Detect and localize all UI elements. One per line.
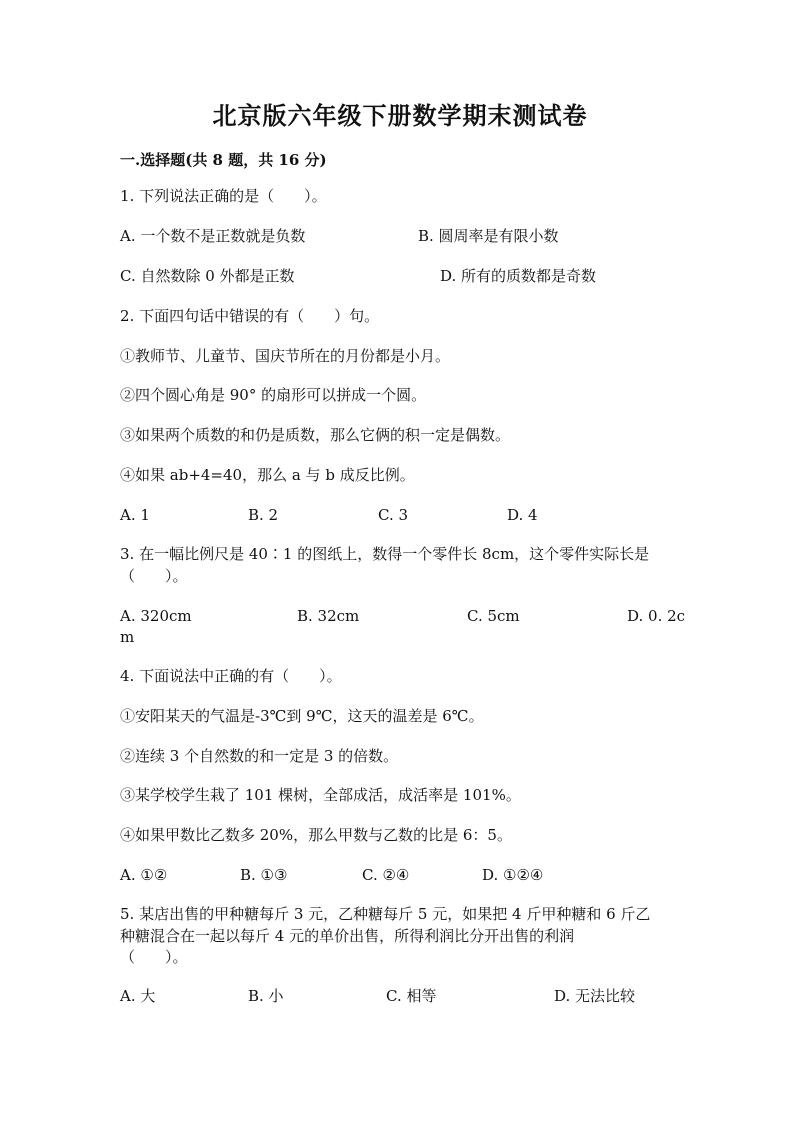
question-4-option-c: C. ②④ [362,866,410,884]
question-1-option-d: D. 所有的质数都是奇数 [440,267,597,285]
question-1-stem: 1. 下列说法正确的是（ ）。 [120,187,327,205]
question-4-option-a: A. ①② [120,866,168,884]
question-4-statement-2: ②连续 3 个自然数的和一定是 3 的倍数。 [120,747,399,765]
question-5-option-a: A. 大 [120,987,156,1005]
question-2-option-c: C. 3 [378,506,409,524]
question-5-stem-line-3: （ ）。 [120,948,188,966]
question-2-statement-3: ③如果两个质数的和仍是质数，那么它俩的积一定是偶数。 [120,426,511,444]
question-4-stem: 4. 下面说法中正确的有（ ）。 [120,667,342,685]
question-4-option-b: B. ①③ [240,866,288,884]
question-4-statement-4: ④如果甲数比乙数多 20%，那么甲数与乙数的比是 6：5。 [120,826,512,844]
question-2-statement-4: ④如果 ab+4=40，那么 a 与 b 成反比例。 [120,466,415,484]
question-5-stem-line-1: 5. 某店出售的甲种糖每斤 3 元，乙种糖每斤 5 元，如果把 4 斤甲种糖和 6 斤乙 [120,905,651,923]
question-2-stem: 2. 下面四句话中错误的有（ ）句。 [120,307,380,325]
question-3-option-b: B. 32cm [297,607,360,625]
question-3-option-d-wrap: m [120,628,135,646]
question-3-stem-line-2: （ ）。 [120,567,188,585]
question-5-option-c: C. 相等 [386,987,437,1005]
question-1-option-c: C. 自然数除 0 外都是正数 [120,267,295,285]
question-2-option-a: A. 1 [120,506,150,524]
question-2-option-b: B. 2 [248,506,279,524]
question-2-statement-1: ①教师节、儿童节、国庆节所在的月份都是小月。 [120,347,451,365]
question-1-option-b: B. 圆周率是有限小数 [418,227,559,245]
question-5-option-b: B. 小 [248,987,284,1005]
question-3-stem-line-1: 3. 在一幅比例尺是 40∶1 的图纸上，数得一个零件长 8cm，这个零件实际长是 [120,545,650,563]
question-4-statement-1: ①安阳某天的气温是-3℃到 9℃，这天的温差是 6℃。 [120,707,484,725]
page-title: 北京版六年级下册数学期末测试卷 [212,101,588,130]
question-3-option-a: A. 320cm [120,607,192,625]
question-5-option-d: D. 无法比较 [554,987,636,1005]
question-3-option-d: D. 0. 2c [627,607,686,625]
section-heading: 一.选择题(共 8 题，共 16 分) [120,151,327,169]
question-3-option-c: C. 5cm [467,607,520,625]
question-5-stem-line-2: 种糖混合在一起以每斤 4 元的单价出售，所得利润比分开出售的利润 [120,927,575,945]
question-4-option-d: D. ①②④ [482,866,544,884]
question-1-option-a: A. 一个数不是正数就是负数 [120,227,306,245]
question-4-statement-3: ③某学校学生栽了 101 棵树，全部成活，成活率是 101%。 [120,786,521,804]
question-2-statement-2: ②四个圆心角是 90° 的扇形可以拼成一个圆。 [120,386,427,404]
question-2-option-d: D. 4 [507,506,538,524]
